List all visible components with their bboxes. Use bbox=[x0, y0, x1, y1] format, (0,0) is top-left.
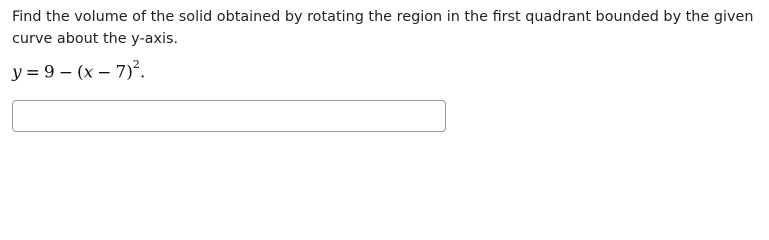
equation-seven: 7 bbox=[115, 62, 127, 83]
equation-x: x bbox=[83, 62, 94, 83]
equation-exponent: 2 bbox=[132, 58, 140, 71]
equation-minus: − bbox=[58, 62, 73, 83]
equation-nine: 9 bbox=[43, 62, 55, 83]
equation-open-paren: ( bbox=[76, 62, 84, 83]
curve-equation bbox=[12, 55, 145, 81]
equation-y: y bbox=[12, 62, 22, 83]
equation-minus-inner: − bbox=[97, 62, 112, 83]
equation-period: . bbox=[139, 62, 146, 83]
question-text: Find the volume of the solid obtained by rotating the region in the first quadrant bounded by the given curve about the y-axis. bbox=[12, 9, 754, 47]
answer-input[interactable] bbox=[12, 100, 446, 132]
equation-close-paren: ) bbox=[126, 62, 133, 83]
equation-equals: = bbox=[25, 62, 40, 83]
